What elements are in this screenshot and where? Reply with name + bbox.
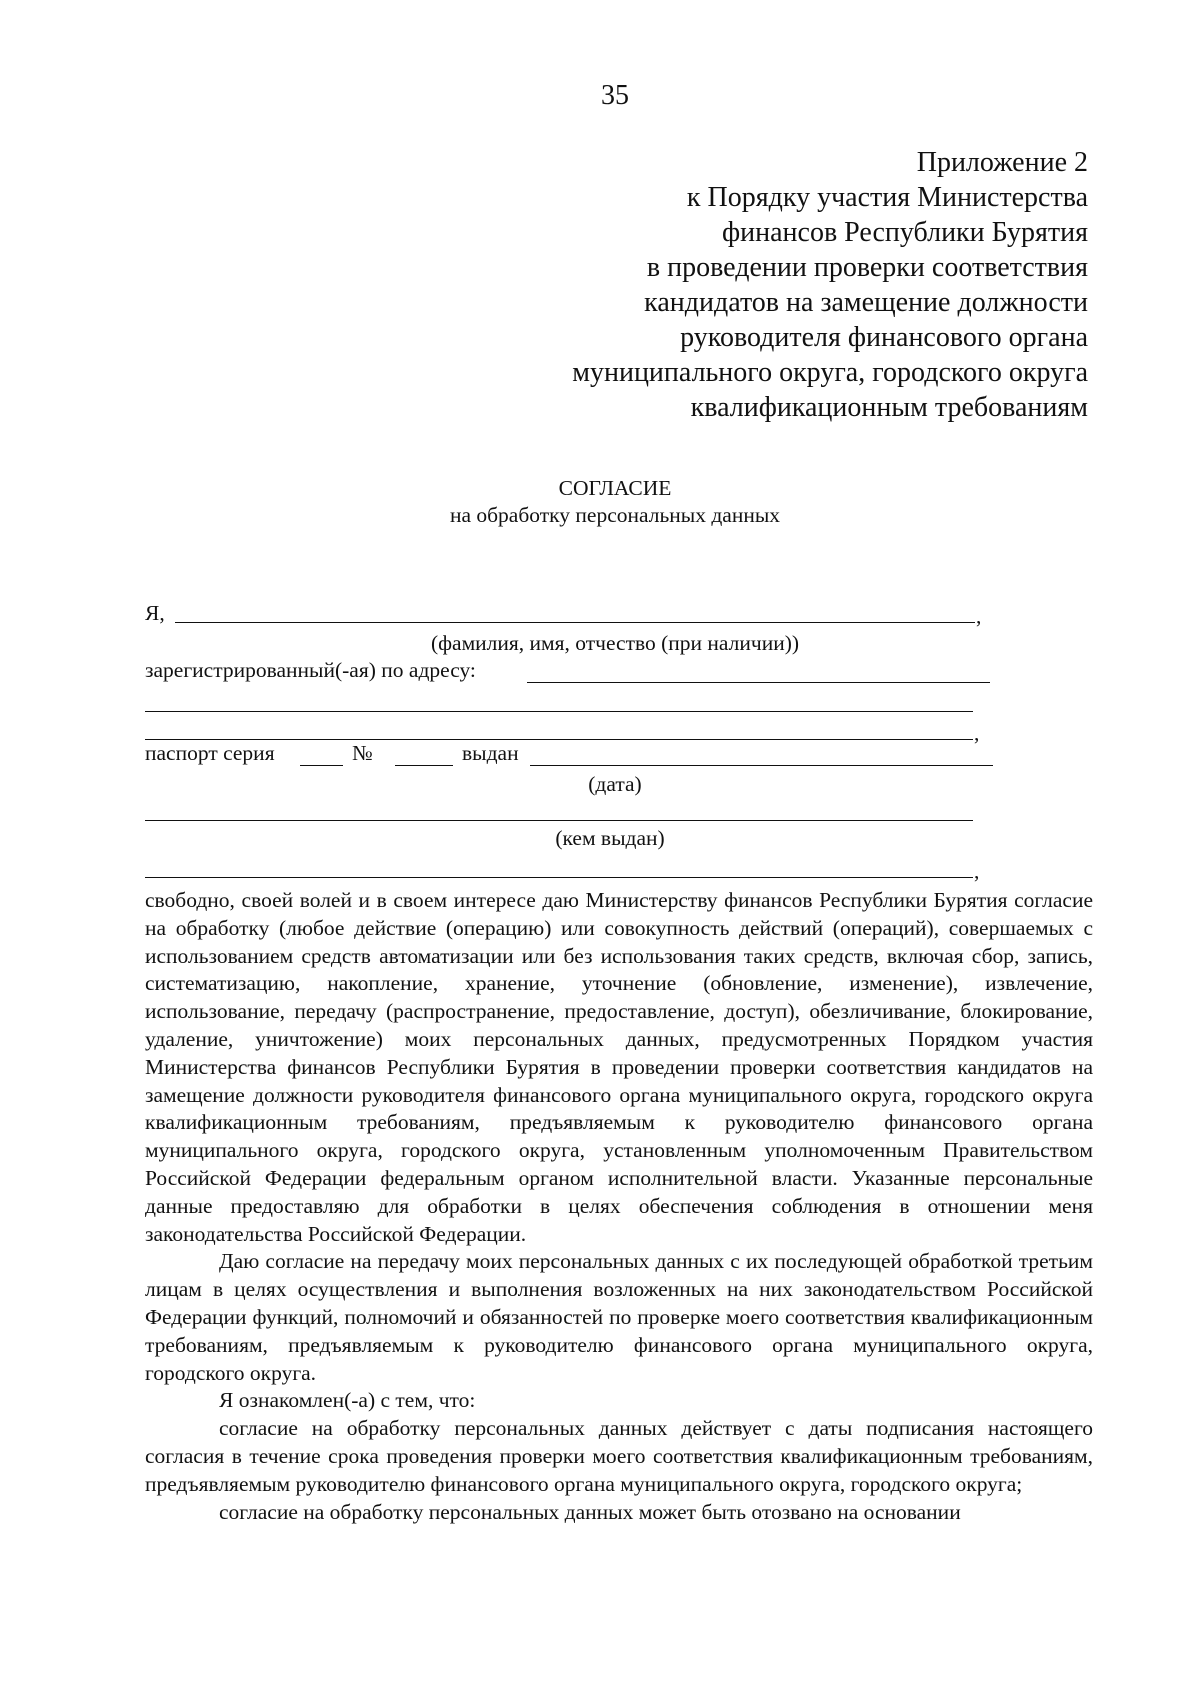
comma: , (974, 859, 980, 883)
title-sub: на обработку персональных данных (449, 503, 781, 527)
issued-by-field-line-2[interactable] (145, 877, 973, 878)
appendix-line: Приложение 2 (916, 147, 1088, 178)
appendix-line: к Порядку участия Министерства (686, 182, 1088, 213)
appendix-header (488, 145, 1088, 425)
issued-label: выдан (462, 741, 519, 765)
appendix-line: квалификационным требованиям (690, 392, 1088, 423)
paragraph: согласие на обработку персональных данных может быть отозвано на основании (219, 1499, 961, 1524)
passport-number-field[interactable] (395, 765, 453, 766)
paragraph: Я ознакомлен(-а) с тем, что: (219, 1388, 476, 1413)
passport-series-label: паспорт серия (145, 741, 275, 765)
appendix-line: муниципального округа, городского округа (572, 357, 1088, 388)
issue-date-field[interactable] (530, 765, 993, 766)
issued-by-caption: (кем выдан) (555, 826, 665, 850)
passport-series-field[interactable] (300, 765, 343, 766)
appendix-line: кандидатов на замещение должности (644, 287, 1088, 318)
issued-by-field[interactable] (145, 820, 973, 821)
fio-field[interactable] (175, 622, 975, 623)
consent-body (145, 887, 1093, 1526)
i-label: Я, (145, 601, 165, 625)
comma: , (976, 604, 982, 628)
document-title (0, 475, 1200, 529)
fio-caption: (фамилия, имя, отчество (при наличии)) (430, 631, 800, 655)
appendix-line: в проведении проверки соответствия (646, 252, 1088, 283)
address-field[interactable] (527, 682, 990, 683)
paragraph: Даю согласие на передачу моих персональных данных с их последующей обработкой третьим лицам в целях осуществления и выполнения возложенных на них законодательством Российской Федерации функций, полномочий и обязанностей по проверке моего соответствия квалификационным требованиям, предъявляемым к руководителю финансового органа муниципального округа, городского округа. (145, 1249, 1093, 1385)
comma: , (974, 721, 980, 745)
page-number: 35 (601, 80, 629, 111)
address-field-line-2[interactable] (145, 711, 973, 712)
address-label: зарегистрированный(-ая) по адресу: (145, 658, 476, 682)
appendix-line: финансов Республики Бурятия (722, 217, 1088, 248)
passport-number-label: № (352, 741, 373, 765)
title-main: СОГЛАСИЕ (558, 476, 672, 500)
paragraph: согласие на обработку персональных данных действует с даты подписания настоящего согласия в течение срока проведения проверки моего соответствия квалификационным требованиям, предъявляемым руководителю финансового органа муниципального округа, городского округа; (145, 1416, 1093, 1496)
paragraph: свободно, своей волей и в своем интересе даю Министерству финансов Республики Бурятия согласие на обработку (любое действие (операцию) или совокупность действий (операций), совершаемых с использованием средств автоматизации или без использования таких средств, включая сбор, запись, систематизацию, накопление, хранение, уточнение (обновление, изменение), извлечение, использование, передачу (распространение, предоставление, доступ), обезличивание, блокирование, удаление, уничтожение) моих персональных данных, предусмотренных Порядком участия Министерства финансов Республики Бурятия в проведении проверки соответствия кандидатов на замещение должности руководителя финансового органа муниципального округа, городского округа квалификационным требованиям, предъявляемым к руководителю финансового органа муниципального округа, городского округа, установленным уполномоченным Правительством Российской Федерации федеральным органом исполнительной власти. Указанные персональные данные предоставляю для обработки в целях обеспечения соблюдения в отношении меня законодательства Российской Федерации. (145, 888, 1093, 1246)
appendix-line: руководителя финансового органа (680, 322, 1088, 353)
date-caption: (дата) (588, 772, 642, 796)
